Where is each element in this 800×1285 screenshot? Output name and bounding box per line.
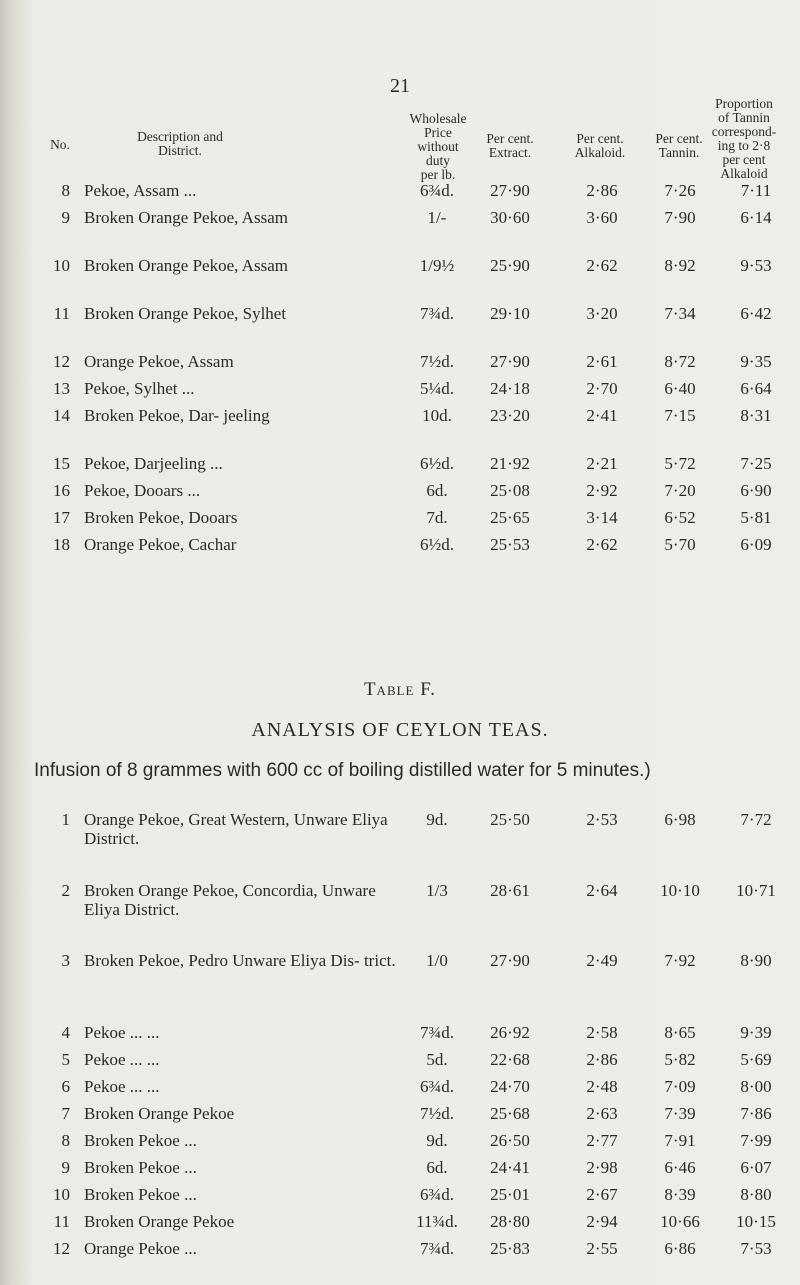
row-number: 10 (53, 1185, 70, 1204)
row-description: Broken Orange Pekoe, Sylhet (84, 304, 287, 323)
row-extract: 25·90 (490, 256, 530, 275)
row-price: 7d. (426, 508, 448, 527)
row-extract: 22·68 (490, 1050, 530, 1069)
row-number: 1 (61, 810, 70, 829)
row-tannin: 7·39 (664, 1104, 696, 1123)
row-price: 7¾d. (420, 304, 454, 323)
row-description: Orange Pekoe, Cachar (84, 535, 237, 554)
row-proportion: 8·80 (740, 1185, 772, 1204)
row-extract: 25·53 (490, 535, 530, 554)
row-extract: 30·60 (490, 208, 530, 227)
row-alkaloid: 3·60 (586, 208, 618, 227)
row-extract: 27·90 (490, 951, 530, 970)
row-tannin: 5·82 (664, 1050, 696, 1069)
row-tannin: 8·65 (664, 1023, 696, 1042)
row-price: 6½d. (420, 454, 454, 473)
row-number: 12 (53, 352, 70, 371)
row-number: 18 (53, 535, 70, 554)
row-price: 6¾d. (420, 1077, 454, 1096)
row-number: 13 (53, 379, 70, 398)
row-tannin: 7·20 (664, 481, 696, 500)
table-label: Table F. (363, 679, 437, 700)
row-extract: 26·92 (490, 1023, 530, 1042)
row-alkaloid: 2·94 (586, 1212, 618, 1231)
table-row (0, 535, 800, 575)
row-alkaloid: 2·92 (586, 481, 618, 500)
row-proportion: 6·42 (740, 304, 772, 323)
row-alkaloid: 2·77 (586, 1131, 618, 1150)
row-description: Broken Orange Pekoe, Assam (84, 208, 288, 227)
row-description: Broken Orange Pekoe (84, 1212, 235, 1231)
row-number: 12 (53, 1239, 70, 1258)
row-price: 6¾d. (420, 181, 454, 200)
row-description: Broken Pekoe ... (84, 1131, 197, 1150)
row-proportion: 6·07 (740, 1158, 772, 1177)
row-description: Broken Pekoe ... (84, 1185, 197, 1204)
row-number: 14 (53, 406, 70, 425)
row-number: 9 (61, 208, 70, 227)
header-extract: Per cent. Extract. (486, 131, 534, 160)
row-extract: 28·80 (490, 1212, 530, 1231)
header-price: Wholesale Price without duty per lb. (409, 111, 467, 182)
header-tannin: Per cent. Tannin. (655, 131, 703, 160)
row-alkaloid: 2·58 (586, 1023, 618, 1042)
row-tannin: 6·46 (664, 1158, 696, 1177)
header-proportion: Proportion of Tannin correspond- ing to 2·8 per cent Alkaloid (711, 96, 777, 181)
row-tannin: 7·15 (664, 406, 696, 425)
row-description: Broken Pekoe, Pedro Unware Eliya Dis- trict. (84, 951, 396, 970)
table-row (0, 304, 800, 344)
row-number: 2 (61, 881, 70, 900)
row-price: 7½d. (420, 352, 454, 371)
row-number: 8 (61, 1131, 70, 1150)
row-price: 1/- (427, 208, 447, 227)
row-proportion: 7·72 (740, 810, 772, 829)
row-proportion: 7·53 (740, 1239, 772, 1258)
row-tannin: 8·72 (664, 352, 696, 371)
row-description: Pekoe ... ... (84, 1050, 160, 1069)
row-number: 17 (53, 508, 70, 527)
row-proportion: 7·86 (740, 1104, 772, 1123)
row-alkaloid: 2·70 (586, 379, 618, 398)
row-alkaloid: 2·53 (586, 810, 618, 829)
row-tannin: 7·26 (664, 181, 696, 200)
table-title: ANALYSIS OF CEYLON TEAS. (251, 719, 549, 741)
row-extract: 24·18 (490, 379, 530, 398)
row-extract: 25·65 (490, 508, 530, 527)
row-price: 11¾d. (416, 1212, 458, 1231)
row-number: 15 (53, 454, 70, 473)
row-number: 11 (53, 1212, 70, 1231)
row-description: Broken Orange Pekoe, Concordia, Unware Eliya District. (84, 881, 376, 919)
row-alkaloid: 2·64 (586, 881, 618, 900)
row-number: 3 (61, 951, 70, 970)
row-extract: 27·90 (490, 352, 530, 371)
row-extract: 23·20 (490, 406, 530, 425)
row-description: Pekoe, Assam ... (84, 181, 197, 200)
table-row (0, 406, 800, 446)
row-price: 6d. (426, 1158, 448, 1177)
row-extract: 27·90 (490, 181, 530, 200)
row-tannin: 6·40 (664, 379, 696, 398)
row-number: 8 (61, 181, 70, 200)
row-description: Broken Orange Pekoe, Assam (84, 256, 288, 275)
table-row (0, 810, 800, 850)
row-alkaloid: 2·86 (586, 1050, 618, 1069)
row-description: Orange Pekoe ... (84, 1239, 197, 1258)
row-description: Pekoe, Sylhet ... (84, 379, 195, 398)
row-tannin: 5·70 (664, 535, 696, 554)
row-extract: 24·70 (490, 1077, 530, 1096)
row-price: 9d. (426, 1131, 448, 1150)
row-alkaloid: 2·49 (586, 951, 618, 970)
row-alkaloid: 2·67 (586, 1185, 618, 1204)
table-row (0, 1239, 800, 1279)
row-proportion: 8·90 (740, 951, 772, 970)
row-tannin: 6·52 (664, 508, 696, 527)
row-tannin: 7·92 (664, 951, 696, 970)
row-number: 16 (53, 481, 70, 500)
row-description: Broken Pekoe, Dar- jeeling (84, 406, 270, 425)
header-alkaloid: Per cent. Alkaloid. (574, 131, 626, 160)
row-price: 5d. (426, 1050, 448, 1069)
row-alkaloid: 2·21 (586, 454, 618, 473)
row-price: 1/3 (426, 881, 448, 900)
row-extract: 25·83 (490, 1239, 530, 1258)
page-number: 21 (390, 75, 410, 97)
row-alkaloid: 3·14 (586, 508, 618, 527)
row-number: 10 (53, 256, 70, 275)
row-alkaloid: 2·62 (586, 535, 618, 554)
row-extract: 28·61 (490, 881, 530, 900)
row-description: Pekoe ... ... (84, 1077, 160, 1096)
row-alkaloid: 2·63 (586, 1104, 618, 1123)
row-number: 5 (61, 1050, 70, 1069)
row-extract: 21·92 (490, 454, 530, 473)
row-tannin: 10·66 (660, 1212, 700, 1231)
row-extract: 26·50 (490, 1131, 530, 1150)
table-row (0, 256, 800, 296)
row-description: Pekoe, Dooars ... (84, 481, 201, 500)
row-alkaloid: 2·48 (586, 1077, 618, 1096)
row-proportion: 7·25 (740, 454, 772, 473)
row-price: 5¼d. (420, 379, 454, 398)
row-price: 1/0 (426, 951, 448, 970)
row-proportion: 8·31 (740, 406, 772, 425)
row-proportion: 6·90 (740, 481, 772, 500)
row-number: 9 (61, 1158, 70, 1177)
row-proportion: 9·53 (740, 256, 772, 275)
row-extract: 25·01 (490, 1185, 530, 1204)
row-proportion: 6·64 (740, 379, 772, 398)
table-row (0, 208, 800, 248)
row-description: Broken Pekoe ... (84, 1158, 197, 1177)
header-description: Description and District. (137, 129, 223, 158)
row-proportion: 9·35 (740, 352, 772, 371)
row-proportion: 10·15 (736, 1212, 776, 1231)
row-tannin: 7·34 (664, 304, 696, 323)
row-extract: 25·50 (490, 810, 530, 829)
row-description: Broken Pekoe, Dooars (84, 508, 238, 527)
row-tannin: 10·10 (660, 881, 700, 900)
row-alkaloid: 2·86 (586, 181, 618, 200)
row-extract: 29·10 (490, 304, 530, 323)
row-price: 1/9½ (419, 256, 455, 275)
row-proportion: 7·11 (740, 181, 772, 200)
row-tannin: 6·98 (664, 810, 696, 829)
row-price: 7¾d. (420, 1023, 454, 1042)
row-proportion: 5·81 (740, 508, 772, 527)
row-price: 6½d. (420, 535, 454, 554)
row-price: 6d. (426, 481, 448, 500)
row-extract: 24·41 (490, 1158, 530, 1177)
row-price: 7¾d. (420, 1239, 454, 1258)
infusion-note: Infusion of 8 grammes with 600 cc of boiling distilled water for 5 minutes.) (34, 760, 651, 781)
row-tannin: 5·72 (664, 454, 696, 473)
row-tannin: 8·39 (664, 1185, 696, 1204)
row-price: 6¾d. (420, 1185, 454, 1204)
row-alkaloid: 2·98 (586, 1158, 618, 1177)
row-alkaloid: 2·62 (586, 256, 618, 275)
table-row (0, 881, 800, 921)
row-tannin: 6·86 (664, 1239, 696, 1258)
table-row (0, 951, 800, 991)
row-alkaloid: 3·20 (586, 304, 618, 323)
row-tannin: 8·92 (664, 256, 696, 275)
row-proportion: 6·09 (740, 535, 772, 554)
row-proportion: 6·14 (740, 208, 772, 227)
row-proportion: 7·99 (740, 1131, 772, 1150)
row-alkaloid: 2·61 (586, 352, 618, 371)
row-description: Orange Pekoe, Assam (84, 352, 234, 371)
row-proportion: 10·71 (736, 881, 776, 900)
row-number: 6 (61, 1077, 70, 1096)
row-price: 9d. (426, 810, 448, 829)
row-extract: 25·68 (490, 1104, 530, 1123)
row-price: 7½d. (420, 1104, 454, 1123)
row-alkaloid: 2·41 (586, 406, 618, 425)
row-tannin: 7·91 (664, 1131, 696, 1150)
row-price: 10d. (422, 406, 452, 425)
row-proportion: 5·69 (740, 1050, 772, 1069)
row-description: Pekoe, Darjeeling ... (84, 454, 223, 473)
row-proportion: 8·00 (740, 1077, 772, 1096)
header-no: No. (50, 137, 70, 152)
row-description: Orange Pekoe, Great Western, Unware Eliya District. (84, 810, 388, 848)
row-description: Broken Orange Pekoe (84, 1104, 235, 1123)
row-tannin: 7·09 (664, 1077, 696, 1096)
row-proportion: 9·39 (740, 1023, 772, 1042)
row-tannin: 7·90 (664, 208, 696, 227)
row-number: 4 (61, 1023, 70, 1042)
row-number: 7 (61, 1104, 70, 1123)
row-number: 11 (53, 304, 70, 323)
row-alkaloid: 2·55 (586, 1239, 618, 1258)
row-description: Pekoe ... ... (84, 1023, 160, 1042)
row-extract: 25·08 (490, 481, 530, 500)
